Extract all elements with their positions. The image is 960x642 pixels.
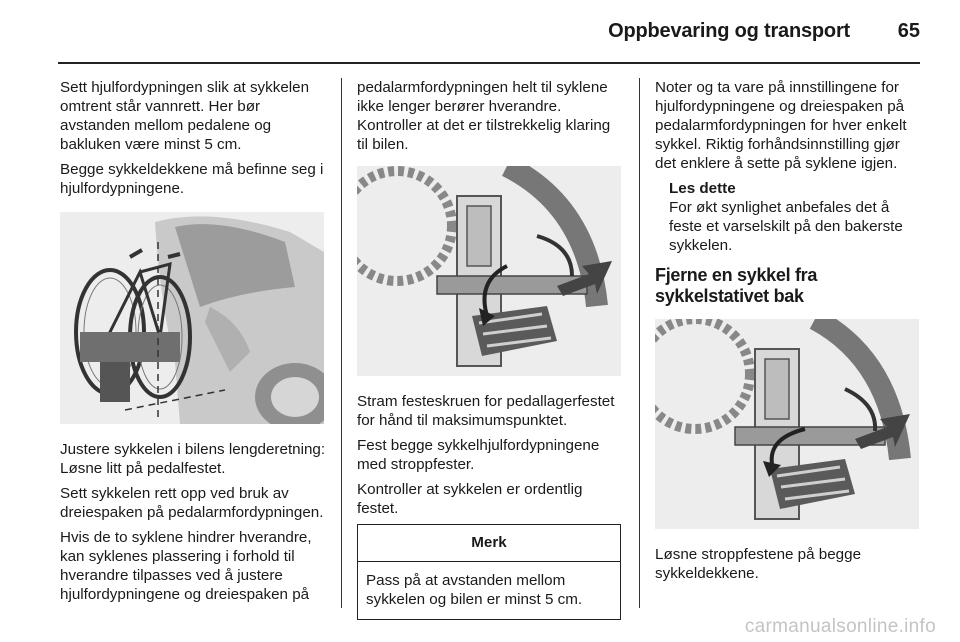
column-1 — [60, 78, 326, 610]
attention-body: For økt synlighet anbefales det å feste et varselskilt på den bakerste sykkelen. — [669, 199, 903, 254]
header-divider — [58, 62, 920, 64]
attention-title: Les dette — [669, 180, 736, 197]
paragraph: Kontroller at sykkelen er ordentlig festet. — [357, 481, 583, 517]
note-box — [357, 524, 621, 620]
paragraph: Noter og ta vare på innstillingene for hjulfordypningene og dreiespaken på pedalarmfordypningen for hver enkelt sykkel. Riktig forhåndsinnstilling gjør det enklere å sette på syklene igjen. — [655, 79, 907, 172]
paragraph: Fest begge sykkelhjulfordypningene med stroppfester. — [357, 437, 600, 473]
strap-release-illustration — [655, 319, 919, 529]
column-3 — [655, 78, 923, 589]
paragraph: pedalarmfordypningen helt til syklene ikke lenger berører hverandre. Kontroller at det er tilstrekkelig klaring til bilen. — [357, 79, 611, 153]
column-2 — [357, 78, 625, 620]
paragraph: Løsne stroppfestene på begge sykkeldekkene. — [655, 546, 862, 582]
note-title: Merk — [358, 525, 620, 562]
pedal-mount-illustration — [357, 166, 621, 376]
paragraph: Begge sykkeldekkene må befinne seg i hjulfordypningene. — [60, 161, 324, 197]
paragraph: Stram festeskruen for pedallagerfestet for hånd til maksimumspunktet. — [357, 393, 615, 429]
paragraph: Justere sykkelen i bilens lengderetning: Løsne litt på pedalfestet. — [60, 441, 326, 477]
column-divider-2 — [639, 78, 640, 608]
attention-block — [669, 179, 923, 255]
watermark: carmanualsonline.info — [744, 616, 936, 637]
bike-on-carrier-illustration — [60, 212, 324, 424]
paragraph: Sett sykkelen rett opp ved bruk av dreiespaken på pedalarmfordypningen. — [60, 485, 324, 521]
note-body: Pass på at avstanden mellom sykkelen og bilen er minst 5 cm. — [366, 572, 583, 608]
section-heading: Fjerne en sykkel fra sykkelstativet bak — [655, 265, 818, 306]
column-divider-1 — [341, 78, 342, 608]
paragraph: Sett hjulfordypningen slik at sykkelen omtrent står vannrett. Her bør avstanden mellom pedalene og bakluken være minst 5 cm. — [60, 79, 310, 153]
page-number: 65 — [897, 20, 920, 42]
paragraph: Hvis de to syklene hindrer hverandre, kan syklenes plassering i forhold til hverandre tilpasses ved å justere hjulfordypningene og dreiespaken på — [60, 529, 312, 603]
page-title: Oppbevaring og transport — [608, 20, 850, 42]
